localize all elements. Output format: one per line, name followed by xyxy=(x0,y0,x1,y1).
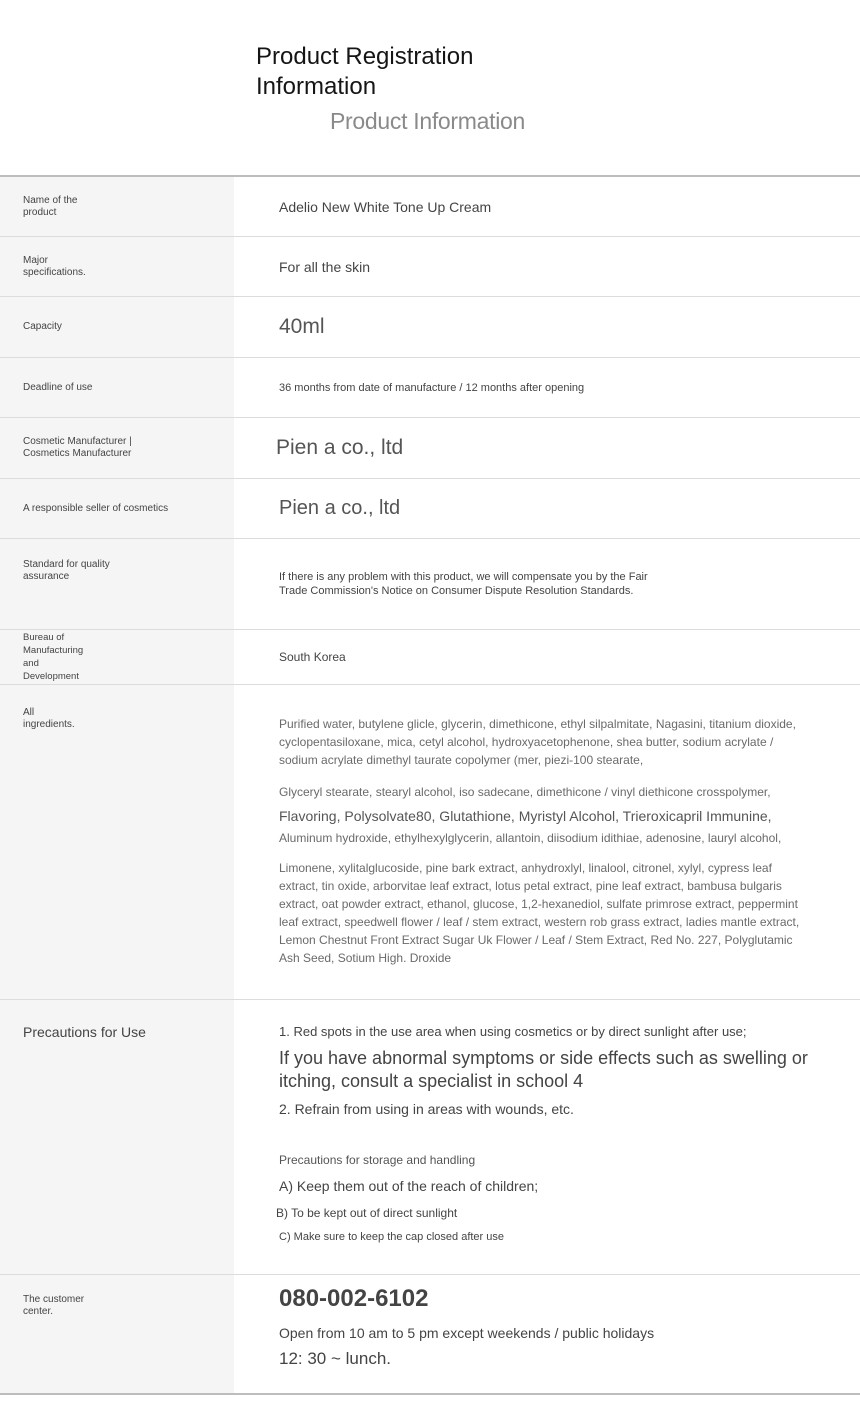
row-quality xyxy=(0,539,860,630)
value-manufacturer: Pien a co., ltd xyxy=(276,436,404,459)
ingredients-paragraph-4: Aluminum hydroxide, ethylhexylglycerin, allantoin, diisodium idithiae, adenosine, lauryl alcohol, xyxy=(279,831,782,845)
customer-hours: Open from 10 am to 5 pm except weekends / public holidays xyxy=(279,1325,655,1341)
label-product-name: Name of the product xyxy=(0,177,234,236)
ingredients-paragraph-5: Limonene, xylitalglucoside, pine bark extract, anhydroxlyl, linalool, citronel, xylyl, cypress leaf extract, tin oxide, arborvitae leaf extract, lotus petal extract, pine leaf extract, bambusa bulgaris extract, oat powder extract, ethanol, glucose, 1,2-hexanediol, sulfate primrose extract, peppermint leaf extract, speedwell flower / leaf / stem extract, western rob grass extract, ladies mantle extract, Lemon Chestnut Front Extract Sugar Uk Flower / Leaf / Stem Extract, Red No. 227, Polyglutamic Ash Seed, Sotium High. Droxide xyxy=(279,861,800,965)
value-quality: If there is any problem with this product, we will compensate you by the Fair Trade Commission's Notice on Consumer Dispute Resolution Standards. xyxy=(279,571,648,597)
label-deadline: Deadline of use xyxy=(0,358,234,417)
label-precautions: Precautions for Use xyxy=(0,1000,234,1274)
label-quality: Standard for quality assurance xyxy=(0,539,234,629)
product-info-table xyxy=(0,175,860,1395)
row-deadline xyxy=(0,358,860,418)
value-seller: Pien a co., ltd xyxy=(279,497,401,519)
value-ingredients xyxy=(234,685,860,999)
label-specifications: Major specifications. xyxy=(0,237,234,296)
row-seller xyxy=(0,479,860,539)
storage-title: Precautions for storage and handling xyxy=(279,1153,476,1167)
page-header xyxy=(0,0,860,176)
storage-item-a: A) Keep them out of the reach of children; xyxy=(279,1178,539,1194)
page-subtitle: Product Information xyxy=(330,108,526,134)
row-precautions xyxy=(0,1000,860,1275)
storage-item-b: B) To be kept out of direct sunlight xyxy=(276,1206,458,1220)
row-customer-center xyxy=(0,1275,860,1393)
value-customer-center xyxy=(234,1275,860,1393)
value-product-name: Adelio New White Tone Up Cream xyxy=(279,198,492,215)
precaution-line-1: 1. Red spots in the use area when using cosmetics or by direct sunlight after use; xyxy=(279,1024,747,1039)
label-ingredients: All ingredients. xyxy=(0,685,234,999)
ingredients-paragraph-2: Glyceryl stearate, stearyl alcohol, iso sadecane, dimethicone / vinyl diethicone crosspolymer, xyxy=(279,785,771,799)
value-deadline: 36 months from date of manufacture / 12 months after opening xyxy=(279,381,585,394)
value-specifications: For all the skin xyxy=(279,258,371,275)
precaution-line-2: If you have abnormal symptoms or side effects such as swelling or itching, consult a specialist in school 4 xyxy=(279,1048,808,1091)
storage-item-c: C) Make sure to keep the cap closed after use xyxy=(279,1231,505,1243)
label-customer-center: The customer center. xyxy=(0,1275,234,1393)
label-capacity: Capacity xyxy=(0,297,234,357)
ingredients-paragraph-3: Flavoring, Polysolvate80, Glutathione, Myristyl Alcohol, Trieroxicapril Immunine, xyxy=(279,808,772,824)
row-ingredients xyxy=(0,685,860,1000)
precaution-line-3: 2. Refrain from using in areas with wounds, etc. xyxy=(279,1101,574,1117)
ingredients-paragraph-1: Purified water, butylene glicle, glycerin, dimethicone, ethyl silpalmitate, Nagasini, titanium dioxide, cyclopentasiloxane, mica, cetyl alcohol, hydroxyacetophenone, shea butter, sodium acrylate / sodium acrylate dimethyl taurate copolymer (mer, piezi-100 stearate, xyxy=(279,717,796,767)
customer-lunch: 12: 30 ~ lunch. xyxy=(279,1349,392,1368)
label-manufacturer: Cosmetic Manufacturer | Cosmetics Manufacturer xyxy=(0,418,234,478)
value-precautions xyxy=(234,1000,860,1274)
label-bureau: Bureau of Manufacturing and Development xyxy=(0,630,234,684)
page-title: Product Registration Information xyxy=(256,43,474,100)
row-product-name xyxy=(0,177,860,237)
row-manufacturer xyxy=(0,418,860,479)
label-seller: A responsible seller of cosmetics xyxy=(0,479,234,538)
row-specifications xyxy=(0,237,860,297)
value-bureau: South Korea xyxy=(279,650,346,664)
value-capacity: 40ml xyxy=(279,315,325,338)
customer-phone: 080-002-6102 xyxy=(279,1285,429,1312)
row-capacity xyxy=(0,297,860,358)
row-bureau xyxy=(0,630,860,685)
